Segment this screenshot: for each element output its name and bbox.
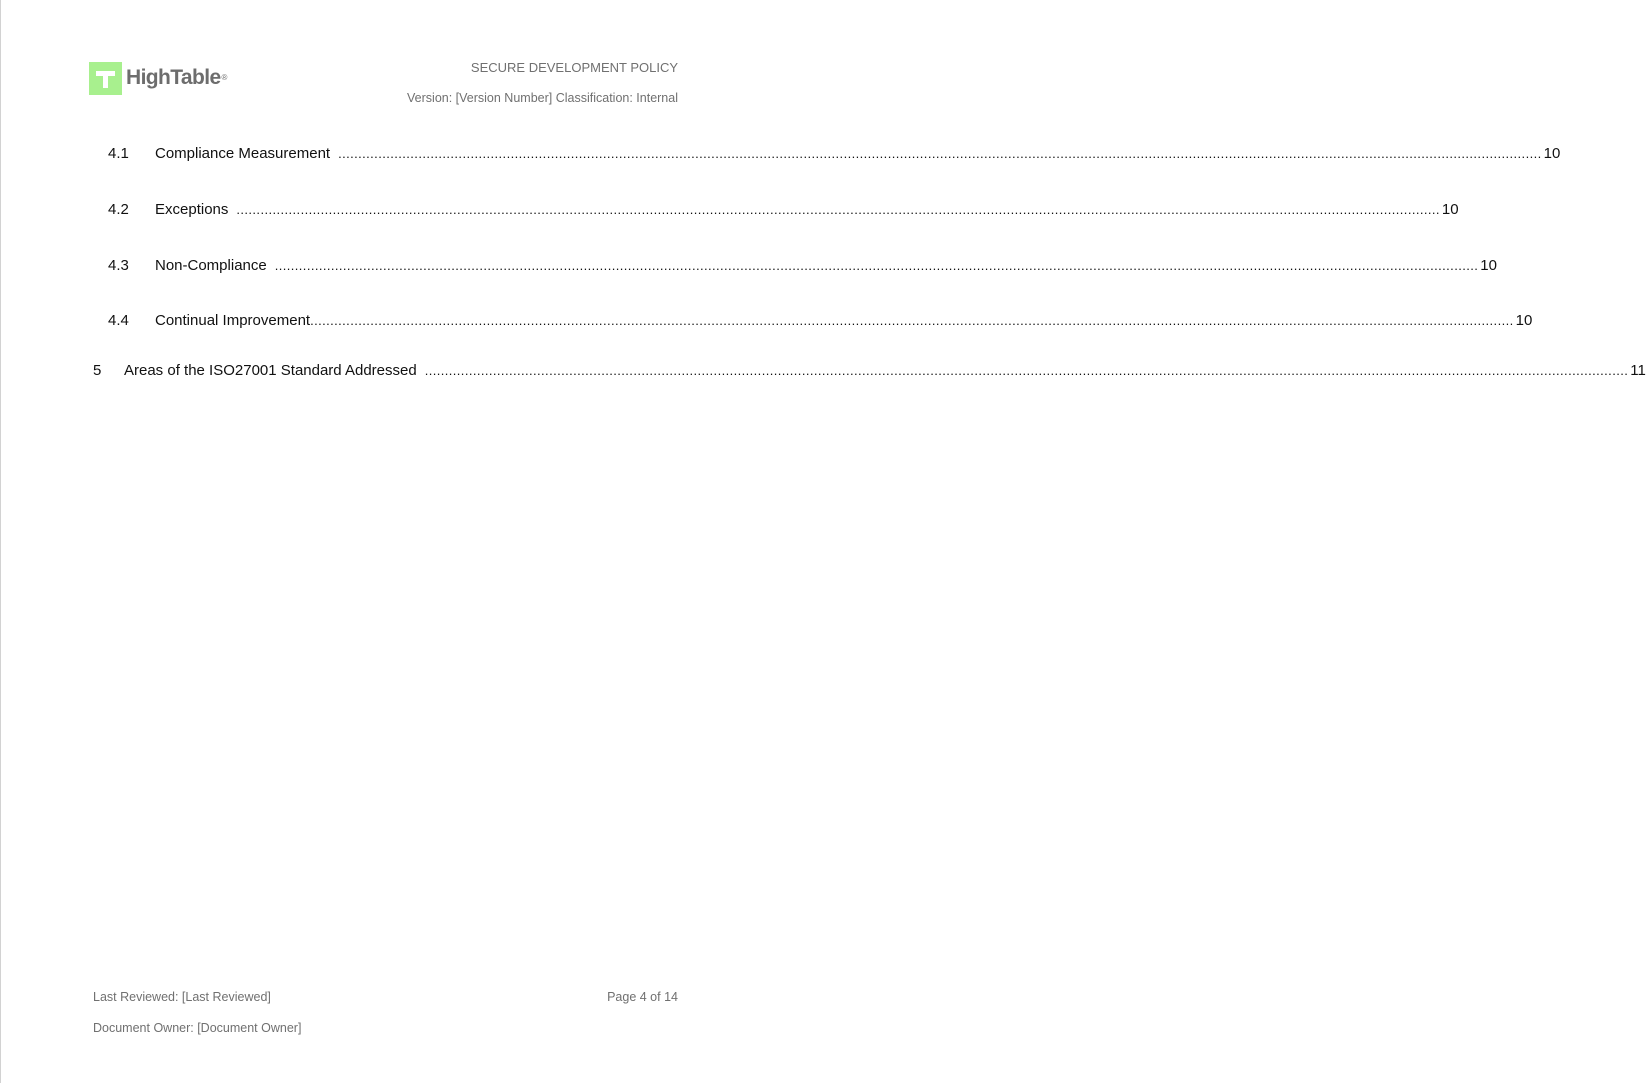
toc-entry[interactable] [93, 361, 1646, 381]
toc-leader-dots: ............................................................................................................................................................................................................................................................................................................ [274, 258, 1479, 273]
toc-entry-number: 4.2 [108, 201, 129, 218]
toc-entry[interactable] [108, 200, 1459, 220]
footer-page-number: Page 4 of 14 [607, 990, 678, 1004]
logo-registered-mark: ® [221, 73, 228, 82]
footer-document-owner: Document Owner: [Document Owner] [93, 1021, 302, 1035]
logo-text: HighTable [126, 66, 221, 89]
company-logo [89, 61, 227, 95]
logo-mark-icon [89, 62, 122, 95]
toc-entry-number: 4.3 [108, 257, 129, 274]
toc-leader-dots: ............................................................................................................................................................................................................................................................................................................ [236, 202, 1440, 217]
footer-last-reviewed: Last Reviewed: [Last Reviewed] [93, 990, 271, 1004]
document-version-classification: Version: [Version Number] Classification: Internal [407, 91, 678, 105]
toc-entry-number: 5 [93, 362, 102, 379]
toc-entry-title: Areas of the ISO27001 Standard Addressed [124, 362, 417, 379]
toc-entry-page: 10 [1515, 312, 1533, 329]
toc-entry[interactable] [108, 144, 1561, 164]
toc-entry-number: 4.4 [108, 312, 129, 329]
toc-entry-page: 10 [1441, 201, 1459, 218]
toc-entry-number: 4.1 [108, 145, 129, 162]
toc-entry-page: 10 [1543, 145, 1561, 162]
toc-entry-page: 11 [1630, 362, 1646, 379]
toc-entry-title: Exceptions [155, 201, 229, 218]
page-edge [0, 0, 1, 1083]
toc-entry[interactable] [108, 256, 1497, 276]
toc-leader-dots: ............................................................................................................................................................................................................................................................................................................ [338, 146, 1542, 161]
toc-leader-dots: ............................................................................................................................................................................................................................................................................................................ [424, 363, 1629, 378]
toc-entry-title: Compliance Measurement [155, 145, 331, 162]
toc-entry-page: 10 [1480, 257, 1497, 274]
toc-entry-title: Non-Compliance [155, 257, 267, 274]
document-title: SECURE DEVELOPMENT POLICY [470, 60, 678, 75]
toc-entry[interactable] [108, 311, 1533, 331]
toc-entry-title: Continual Improvement [155, 312, 311, 329]
toc-leader-dots: ............................................................................................................................................................................................................................................................................................................ [310, 313, 1514, 328]
